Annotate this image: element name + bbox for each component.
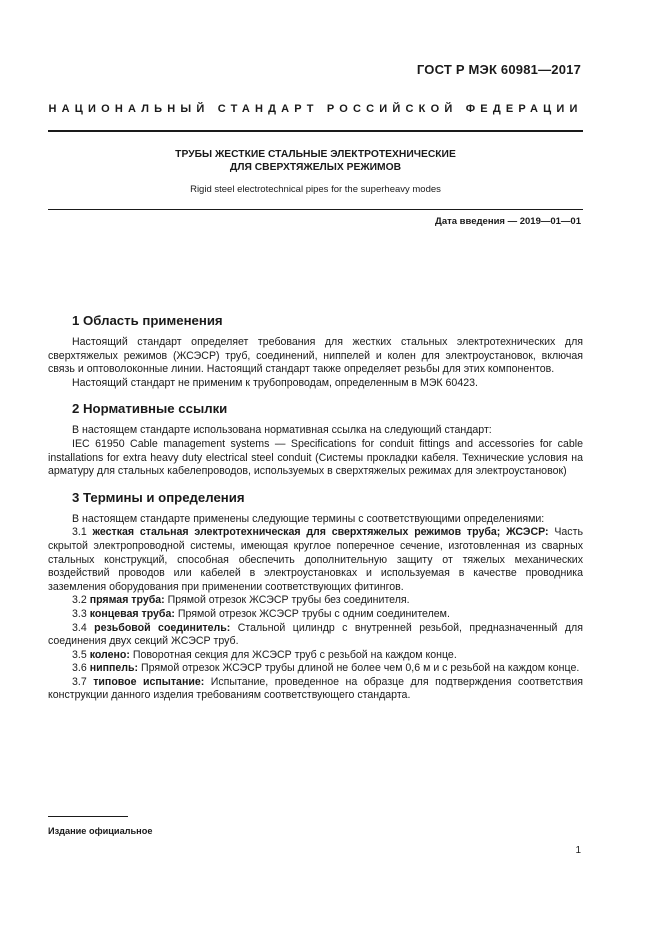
term-definition	[48, 649, 583, 663]
section-normative-references	[48, 401, 583, 478]
title-divider	[48, 209, 583, 210]
paragraph: В настоящем стандарте использована нормативная ссылка на следующий стандарт:	[72, 424, 492, 437]
paragraph: Настоящий стандарт не применим к трубопроводам, определенным в МЭК 60423.	[72, 376, 478, 389]
term-number: 3.5	[72, 648, 87, 661]
term-number: 3.2	[72, 594, 87, 607]
national-standard-heading: НАЦИОНАЛЬНЫЙ СТАНДАРТ РОССИЙСКОЙ ФЕДЕРАЦИИ	[48, 103, 583, 115]
paragraph: IEC 61950 Cable management systems — Specifications for conduit fittings and accessories for cable installations for extra heavy duty electrical steel conduit (Системы прокладки кабеля. Технические условия на арматуру для стальных кабелепроводов, используемых в сверхтяжелых режимах для электроустановок)	[48, 437, 583, 478]
term: резьбовой соединитель:	[94, 621, 231, 634]
term-number: 3.3	[72, 607, 87, 620]
paragraph: В настоящем стандарте применены следующие термины с соответствующими определениями:	[72, 512, 545, 525]
footer-divider	[48, 816, 128, 817]
title-line-2: ДЛЯ СВЕРХТЯЖЕЛЫХ РЕЖИМОВ	[229, 162, 402, 173]
page-number: 1	[575, 845, 581, 856]
title-line-1: ТРУБЫ ЖЕСТКИЕ СТАЛЬНЫЕ ЭЛЕКТРОТЕХНИЧЕСКИЕ	[175, 149, 456, 160]
term-definition	[48, 662, 583, 676]
document-body	[48, 313, 583, 714]
definition: Прямой отрезок ЖСЭСР трубы с одним соединителем.	[177, 607, 450, 620]
term-definition	[48, 608, 583, 622]
term: концевая труба:	[89, 607, 175, 620]
term-definition	[48, 594, 583, 608]
section-heading: 2 Нормативные ссылки	[72, 401, 228, 417]
term: жесткая стальная электротехническая для сверхтяжелых режимов труба; ЖСЭСР:	[92, 526, 549, 539]
section-heading: 1 Область применения	[72, 313, 223, 328]
term-definition	[48, 676, 583, 703]
term: типовое испытание:	[93, 675, 205, 688]
paragraph: Настоящий стандарт определяет требования для жестких стальных электротехнических для сверхтяжелых режимов (ЖСЭСР) труб, соединений, ниппелей и колен для электроустановок, включая связь и оптоволоконные линии. Настоящий стандарт также определяет резьбы для этих компонентов.	[48, 336, 583, 376]
definition: Стальной цилиндр с внутренней резьбой, предназначенный для соединения двух секций ЖСЭСР труб.	[48, 621, 583, 648]
effective-date: Дата введения — 2019—01—01	[435, 216, 581, 227]
document-title	[48, 148, 583, 174]
english-title: Rigid steel electrotechnical pipes for the superheavy modes	[190, 184, 441, 195]
term-number: 3.1	[72, 526, 87, 539]
definition: Прямой отрезок ЖСЭСР трубы без соединителя.	[167, 594, 410, 607]
standard-code: ГОСТ Р МЭК 60981—2017	[416, 62, 581, 77]
term-definition	[48, 622, 583, 649]
term: колено:	[89, 648, 130, 661]
definition: Часть скрытой электропроводной системы, имеющая круглое поперечное сечение, изготовленная из сварных стальных конструкций, способная обеспечить дополнительную защиту от тяжелых механических воздействий проводов или кабелей в электроустановках и используемая в качестве проводника заземления оборудования при применении соответствующих фитингов.	[48, 526, 583, 593]
official-edition-label: Издание официальное	[48, 826, 153, 836]
term-definition	[48, 526, 583, 594]
term-number: 3.7	[72, 675, 87, 688]
term-number: 3.4	[72, 621, 87, 634]
term: ниппель:	[89, 662, 139, 675]
header-divider	[48, 130, 583, 132]
definition: Испытание, проведенное на образце для подтверждения соответствия конструкции данного изделия требованиям соответствующего стандарта.	[48, 675, 583, 702]
section-terms	[48, 490, 583, 703]
definition: Поворотная секция для ЖСЭСР труб с резьбой на каждом конце.	[132, 648, 457, 661]
term: прямая труба:	[89, 594, 165, 607]
definition: Прямой отрезок ЖСЭСР трубы длиной не более чем 0,6 м и с резьбой на каждом конце.	[141, 662, 580, 675]
section-scope	[48, 313, 583, 390]
term-number: 3.6	[72, 662, 87, 675]
section-heading: 3 Термины и определения	[72, 489, 245, 505]
